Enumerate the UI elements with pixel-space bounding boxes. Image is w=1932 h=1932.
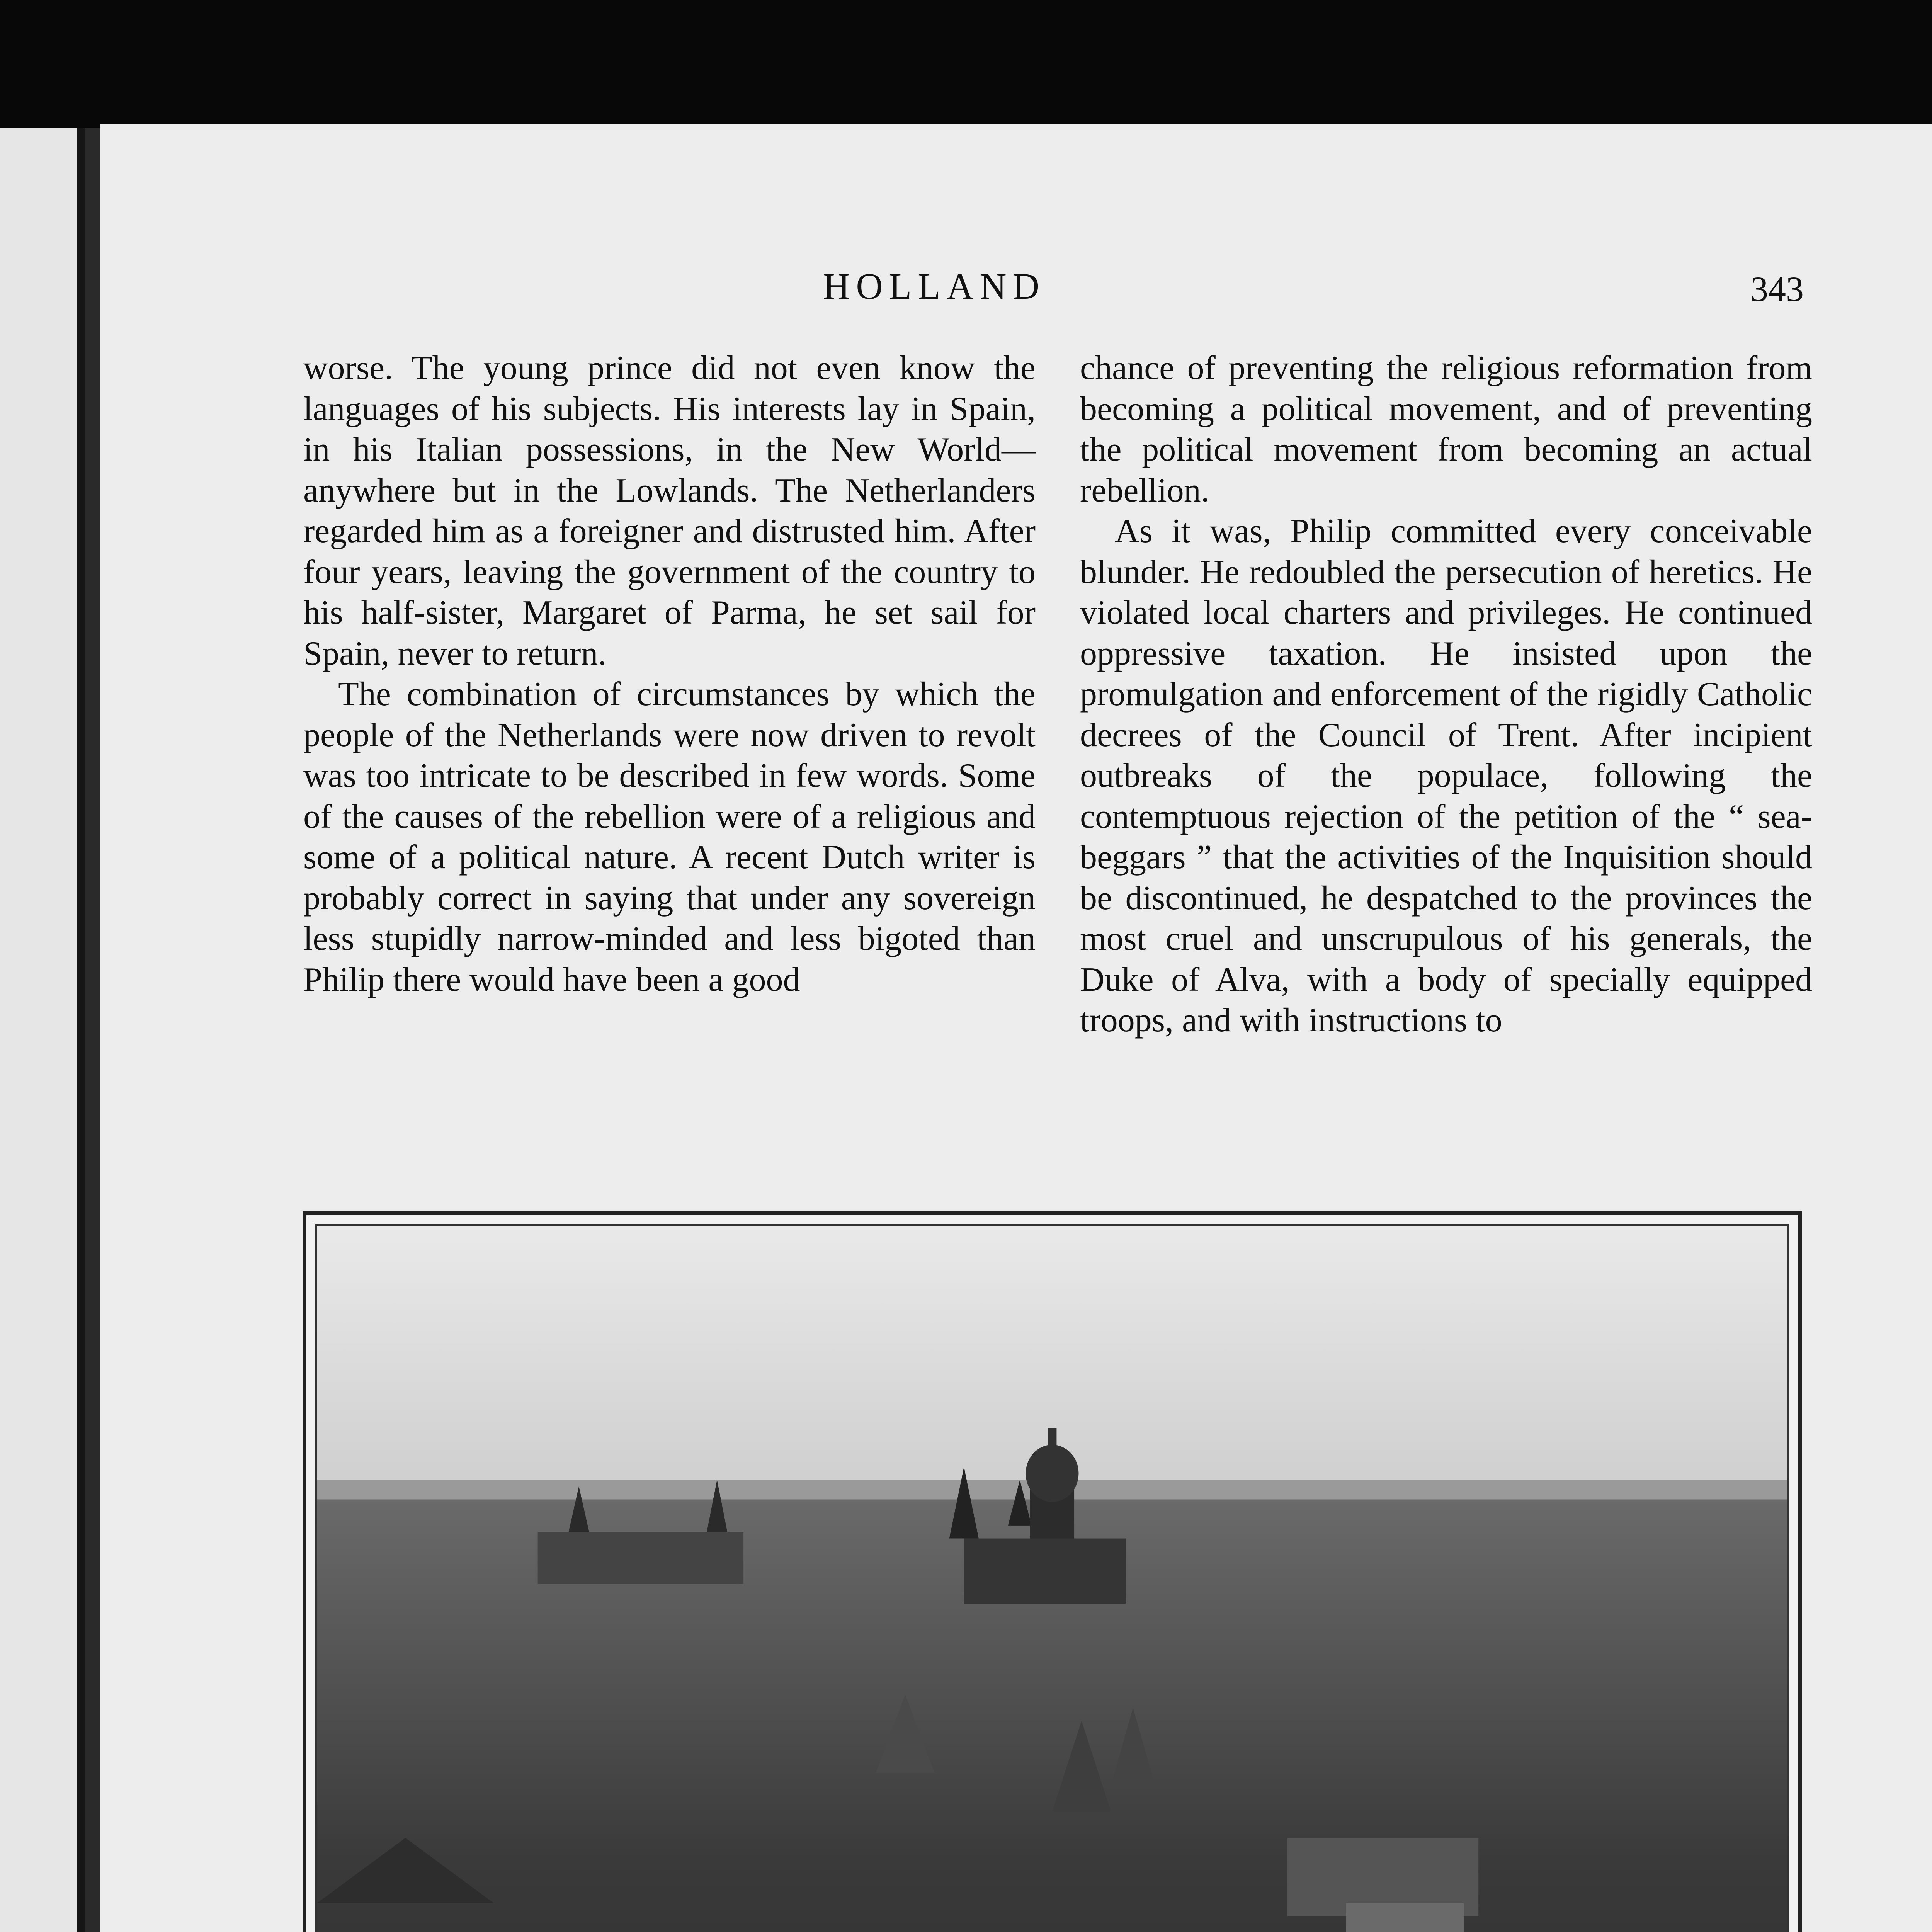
adjacent-page-edge	[0, 128, 88, 1932]
text-column-right	[1080, 348, 1812, 1041]
paragraph: The combination of circumstances by which the people of the Netherlands were now driven to revolt was too intricate to be described in few words. Some of the causes of the rebellion were of a religious and some of a political nature. A recent Dutch writer is probably correct in saying that under any sovereign less stupidly narrow-minded and less bigoted than Philip there would have been a good	[303, 675, 1036, 998]
paragraph: As it was, Philip committed every conceivable blunder. He redoubled the persecution of heretics. He violated local charters and privileges. He continued oppressive taxation. He insisted upon the promulgation and enforcement of the rigidly Catholic decrees of the Council of Trent. After incipient outbreaks of the populace, following the contemptuous rejection of the petition of the “ sea-beggars ” that the activities of the Inquisition should be discontinued, he despatched to the provinces the most cruel and unscrupulous of his generals, the Duke of Alva, with a body of specially equipped troops, and with instructions to	[1080, 512, 1812, 1039]
cityscape-image	[317, 1226, 1787, 1932]
text-column-left	[303, 348, 1036, 1000]
paragraph: chance of preventing the religious reformation from becoming a political movement, and of preventing the political movement from becoming an actual rebellion.	[1080, 349, 1812, 509]
amsterdam-photograph	[315, 1224, 1789, 1932]
page-number: 343	[1750, 269, 1804, 309]
photograph-frame	[303, 1211, 1802, 1932]
running-header-title: HOLLAND	[823, 265, 1046, 307]
paragraph: worse. The young prince did not even know the languages of his subjects. His interests lay in Spain, in his Italian possessions, in the New World—anywhere but in the Lowlands. The Netherlanders regarded him as a foreigner and distrusted him. After four years, leaving the government of the country to his half-sister, Margaret of Parma, he set sail for Spain, never to return.	[303, 349, 1036, 672]
